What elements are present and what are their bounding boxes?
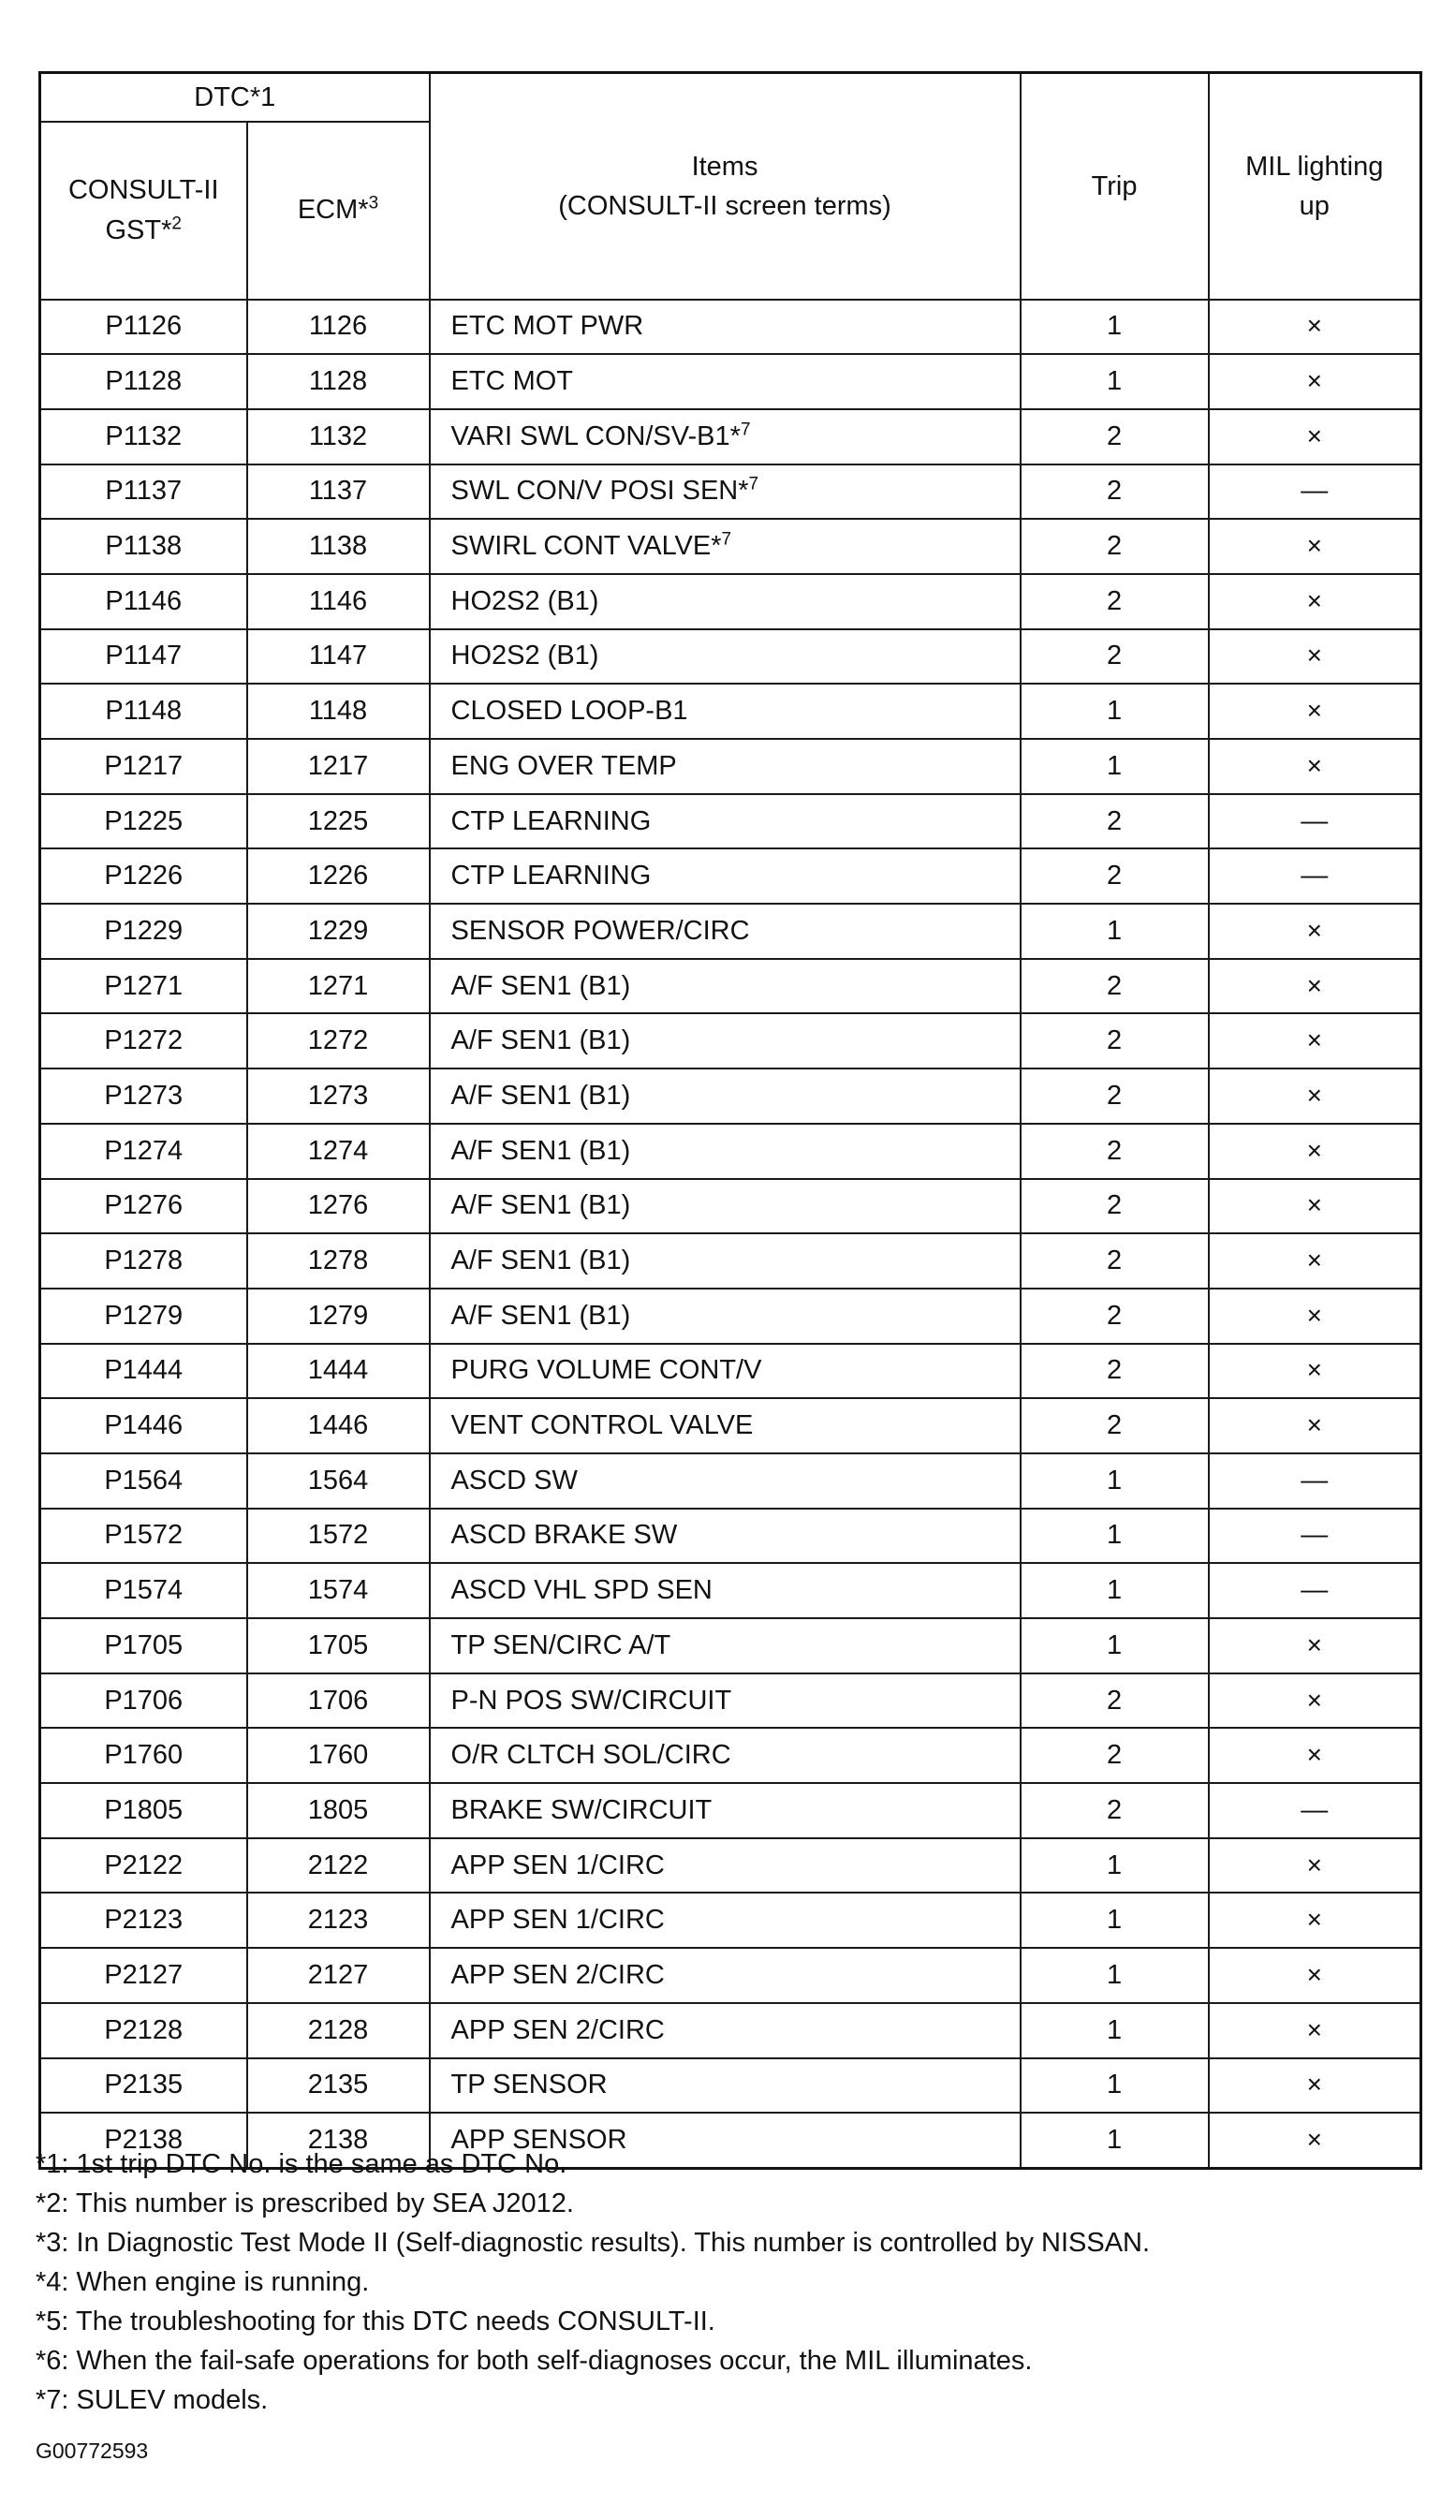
consult-code-cell: P1272 <box>40 1013 247 1068</box>
ecm-code-cell: 1137 <box>247 464 430 520</box>
item-cell <box>430 1783 1021 1838</box>
consult-code-cell: P1126 <box>40 300 247 355</box>
item-cell <box>430 1179 1021 1234</box>
trip-cell: 1 <box>1021 1948 1209 2003</box>
mil-cell <box>1209 1013 1421 1068</box>
table-row <box>40 1398 1421 1453</box>
consult-code-cell: P1444 <box>40 1344 247 1399</box>
item-text: ASCD VHL SPD SEN <box>450 1575 713 1606</box>
item-cell <box>430 848 1021 904</box>
dtc-table <box>38 71 1422 2170</box>
item-cell <box>430 1453 1021 1509</box>
item-cell <box>430 1948 1021 2003</box>
item-cell <box>430 794 1021 849</box>
mil-off-mark: — <box>1301 1575 1329 1606</box>
mil-off-mark: — <box>1301 805 1329 836</box>
trip-cell: 1 <box>1021 1509 1209 1564</box>
item-cell <box>430 574 1021 629</box>
ecm-code-cell: 1274 <box>247 1124 430 1179</box>
mil-cell <box>1209 574 1421 629</box>
table-row <box>40 409 1421 464</box>
trip-cell: 1 <box>1021 1893 1209 1948</box>
mil-off-mark: — <box>1301 861 1329 892</box>
ecm-code-cell: 1276 <box>247 1179 430 1234</box>
items-header-line1: Items <box>691 151 758 182</box>
consult-code-cell: P1146 <box>40 574 247 629</box>
item-text: SWL CON/V POSI SEN* <box>450 476 749 507</box>
trip-cell: 2 <box>1021 1398 1209 1453</box>
mil-off-mark: — <box>1301 476 1329 507</box>
item-text: SENSOR POWER/CIRC <box>450 915 750 946</box>
table-row <box>40 1509 1421 1564</box>
mil-cell <box>1209 1948 1421 2003</box>
item-text: A/F SEN1 (B1) <box>450 1080 631 1111</box>
mil-cell <box>1209 1124 1421 1179</box>
consult-code-cell: P1226 <box>40 848 247 904</box>
ecm-code-cell: 1446 <box>247 1398 430 1453</box>
trip-cell: 1 <box>1021 1838 1209 1894</box>
mil-cell <box>1209 739 1421 794</box>
ecm-code-cell: 2122 <box>247 1838 430 1894</box>
ecm-code-cell: 1564 <box>247 1453 430 1509</box>
consult-code-cell: P1705 <box>40 1618 247 1673</box>
table-row <box>40 739 1421 794</box>
mil-cell <box>1209 1179 1421 1234</box>
consult-code-cell: P1805 <box>40 1783 247 1838</box>
item-text: APP SEN 2/CIRC <box>450 2014 665 2045</box>
consult-code-cell: P1279 <box>40 1289 247 1344</box>
trip-cell: 1 <box>1021 2058 1209 2114</box>
mil-on-mark: × <box>1306 2125 1322 2155</box>
item-text: VARI SWL CON/SV-B1* <box>450 420 741 451</box>
consult-code-cell: P2122 <box>40 1838 247 1894</box>
consult-code-cell: P1147 <box>40 629 247 685</box>
ecm-code-cell: 1278 <box>247 1233 430 1289</box>
ecm-code-cell: 2128 <box>247 2003 430 2058</box>
mil-cell <box>1209 1728 1421 1783</box>
footnote: *4: When engine is running. <box>36 2267 370 2297</box>
mil-on-mark: × <box>1306 1080 1322 1110</box>
ecm-code-cell: 1229 <box>247 904 430 959</box>
mil-cell <box>1209 2058 1421 2114</box>
ecm-code-cell: 1147 <box>247 629 430 685</box>
ecm-code-cell: 2138 <box>247 2113 430 2168</box>
footnote: *3: In Diagnostic Test Mode II (Self-diagnostic results). This number is controlled by NISSAN. <box>36 2228 1151 2258</box>
consult-code-cell: P1274 <box>40 1124 247 1179</box>
mil-cell <box>1209 464 1421 520</box>
mil-off-mark: — <box>1301 1520 1329 1551</box>
item-text: ETC MOT <box>450 366 574 397</box>
ecm-code-cell: 1138 <box>247 519 430 574</box>
consult-code-cell: P1276 <box>40 1179 247 1234</box>
item-text: APP SENSOR <box>450 2125 627 2156</box>
item-cell <box>430 1838 1021 1894</box>
mil-cell <box>1209 1233 1421 1289</box>
consult-code-cell: P1572 <box>40 1509 247 1564</box>
mil-cell <box>1209 409 1421 464</box>
mil-on-mark: × <box>1306 1300 1322 1330</box>
consult-code-cell: P2128 <box>40 2003 247 2058</box>
mil-cell <box>1209 519 1421 574</box>
item-cell <box>430 959 1021 1014</box>
mil-on-mark: × <box>1306 1190 1322 1220</box>
footnote: *2: This number is prescribed by SEA J2012. <box>36 2188 574 2218</box>
item-cell <box>430 739 1021 794</box>
item-cell <box>430 1124 1021 1179</box>
mil-on-mark: × <box>1306 1355 1322 1385</box>
consult-code-cell: P1271 <box>40 959 247 1014</box>
trip-cell: 1 <box>1021 2113 1209 2168</box>
table-row <box>40 1013 1421 1068</box>
item-cell <box>430 409 1021 464</box>
item-cell <box>430 1618 1021 1673</box>
item-cell <box>430 1344 1021 1399</box>
mil-header-line2: up <box>1299 190 1330 221</box>
table-row <box>40 1948 1421 2003</box>
mil-cell <box>1209 848 1421 904</box>
trip-cell: 2 <box>1021 1124 1209 1179</box>
item-text: CTP LEARNING <box>450 861 652 892</box>
trip-cell: 2 <box>1021 574 1209 629</box>
mil-on-mark: × <box>1306 1740 1322 1770</box>
mil-on-mark: × <box>1306 585 1322 615</box>
table-row <box>40 794 1421 849</box>
ecm-code-cell: 1279 <box>247 1289 430 1344</box>
table-row <box>40 300 1421 355</box>
table-row <box>40 574 1421 629</box>
trip-cell: 2 <box>1021 1233 1209 1289</box>
table-row <box>40 684 1421 739</box>
trip-cell: 2 <box>1021 1068 1209 1124</box>
table-row <box>40 1124 1421 1179</box>
table-header <box>40 73 1421 300</box>
consult-code-cell: P1574 <box>40 1563 247 1618</box>
trip-cell: 2 <box>1021 464 1209 520</box>
footnote: *7: SULEV models. <box>36 2385 269 2415</box>
mil-on-mark: × <box>1306 1410 1322 1440</box>
item-cell <box>430 2003 1021 2058</box>
item-text: ETC MOT PWR <box>450 311 644 342</box>
trip-header: Trip <box>1021 73 1209 300</box>
mil-cell <box>1209 1289 1421 1344</box>
ecm-code-cell: 1273 <box>247 1068 430 1124</box>
table-row <box>40 2058 1421 2114</box>
mil-cell <box>1209 1893 1421 1948</box>
mil-on-mark: × <box>1306 1629 1322 1659</box>
mil-cell <box>1209 2003 1421 2058</box>
mil-on-mark: × <box>1306 420 1322 450</box>
ecm-code-cell: 1225 <box>247 794 430 849</box>
item-text: SWIRL CONT VALVE* <box>450 531 722 562</box>
trip-cell: 1 <box>1021 2003 1209 2058</box>
item-cell <box>430 300 1021 355</box>
trip-cell: 2 <box>1021 1673 1209 1729</box>
consult-code-cell: P2123 <box>40 1893 247 1948</box>
ecm-code-cell: 1126 <box>247 300 430 355</box>
mil-header-line1: MIL lighting <box>1245 151 1384 182</box>
consult-code-cell: P1760 <box>40 1728 247 1783</box>
ecm-code-cell: 1271 <box>247 959 430 1014</box>
item-cell <box>430 354 1021 409</box>
figure-id: G00772593 <box>36 2439 149 2463</box>
mil-cell <box>1209 904 1421 959</box>
mil-on-mark: × <box>1306 1959 1322 1989</box>
consult-gst-header <box>40 122 247 300</box>
trip-cell: 1 <box>1021 1453 1209 1509</box>
ecm-code-cell: 1226 <box>247 848 430 904</box>
item-cell <box>430 2058 1021 2114</box>
consult-header-line2: GST*$^2$ <box>105 213 182 245</box>
item-text: A/F SEN1 (B1) <box>450 1300 631 1331</box>
item-text: A/F SEN1 (B1) <box>450 1190 631 1221</box>
mil-on-mark: × <box>1306 1685 1322 1715</box>
footnote: *6: When the fail-safe operations for both self-diagnoses occur, the MIL illuminates. <box>36 2346 1033 2376</box>
ecm-code-cell: 1217 <box>247 739 430 794</box>
mil-cell <box>1209 1398 1421 1453</box>
ecm-code-cell: 1148 <box>247 684 430 739</box>
table-row <box>40 1068 1421 1124</box>
ecm-code-cell: 1272 <box>247 1013 430 1068</box>
table-row <box>40 1673 1421 1729</box>
trip-cell: 1 <box>1021 739 1209 794</box>
mil-on-mark: × <box>1306 311 1322 341</box>
item-cell <box>430 464 1021 520</box>
items-header <box>430 73 1021 300</box>
table-row <box>40 629 1421 685</box>
dtc-group-header: DTC*1 <box>40 73 430 122</box>
mil-off-mark: — <box>1301 1465 1329 1496</box>
table-row <box>40 1838 1421 1894</box>
trip-cell: 1 <box>1021 904 1209 959</box>
mil-cell <box>1209 684 1421 739</box>
mil-on-mark: × <box>1306 915 1322 945</box>
ecm-code-cell: 1146 <box>247 574 430 629</box>
mil-cell <box>1209 1068 1421 1124</box>
mil-on-mark: × <box>1306 970 1322 1000</box>
item-text: A/F SEN1 (B1) <box>450 1135 631 1166</box>
item-text: HO2S2 (B1) <box>450 585 599 616</box>
consult-code-cell: P1225 <box>40 794 247 849</box>
table-row <box>40 848 1421 904</box>
item-text: APP SEN 2/CIRC <box>450 1959 665 1990</box>
mil-on-mark: × <box>1306 641 1322 671</box>
table-body <box>40 300 1421 2169</box>
ecm-code-cell: 1132 <box>247 409 430 464</box>
ecm-header: ECM*$^3$ <box>247 122 430 300</box>
item-text: APP SEN 1/CIRC <box>450 1905 665 1936</box>
mil-cell <box>1209 794 1421 849</box>
item-footnote-ref: 7 <box>748 474 759 494</box>
mil-on-mark: × <box>1306 696 1322 726</box>
item-text: PURG VOLUME CONT/V <box>450 1355 762 1386</box>
mil-cell <box>1209 1673 1421 1729</box>
trip-cell: 1 <box>1021 684 1209 739</box>
trip-cell: 1 <box>1021 1563 1209 1618</box>
item-cell <box>430 904 1021 959</box>
mil-on-mark: × <box>1306 2070 1322 2100</box>
table-row <box>40 904 1421 959</box>
table-row <box>40 2003 1421 2058</box>
consult-code-cell: P2138 <box>40 2113 247 2168</box>
ecm-code-cell: 1805 <box>247 1783 430 1838</box>
ecm-code-cell: 1705 <box>247 1618 430 1673</box>
table-row <box>40 1893 1421 1948</box>
mil-on-mark: × <box>1306 531 1322 561</box>
ecm-code-cell: 1572 <box>247 1509 430 1564</box>
item-cell <box>430 1728 1021 1783</box>
consult-code-cell: P1706 <box>40 1673 247 1729</box>
mil-cell <box>1209 300 1421 355</box>
item-cell <box>430 1068 1021 1124</box>
consult-code-cell: P1148 <box>40 684 247 739</box>
ecm-code-cell: 1444 <box>247 1344 430 1399</box>
item-cell <box>430 1013 1021 1068</box>
consult-header-line1: CONSULT-II <box>67 175 219 206</box>
mil-on-mark: × <box>1306 750 1322 780</box>
item-cell <box>430 1233 1021 1289</box>
item-text: A/F SEN1 (B1) <box>450 1025 631 1056</box>
trip-cell: 2 <box>1021 1728 1209 1783</box>
table-row <box>40 1563 1421 1618</box>
item-text: ASCD BRAKE SW <box>450 1520 678 1551</box>
mil-on-mark: × <box>1306 1245 1322 1275</box>
item-cell <box>430 1398 1021 1453</box>
item-cell <box>430 1509 1021 1564</box>
mil-cell <box>1209 354 1421 409</box>
ecm-code-cell: 2127 <box>247 1948 430 2003</box>
mil-cell <box>1209 629 1421 685</box>
consult-code-cell: P1446 <box>40 1398 247 1453</box>
table-row <box>40 519 1421 574</box>
item-text: APP SEN 1/CIRC <box>450 1849 665 1880</box>
mil-on-mark: × <box>1306 2014 1322 2044</box>
footnote: *1: 1st trip DTC No. is the same as DTC No. <box>36 2149 567 2179</box>
mil-on-mark: × <box>1306 1905 1322 1935</box>
item-text: CLOSED LOOP-B1 <box>450 696 688 727</box>
ecm-code-cell: 2135 <box>247 2058 430 2114</box>
table-row <box>40 1344 1421 1399</box>
table-row <box>40 1618 1421 1673</box>
table-row <box>40 1289 1421 1344</box>
mil-on-mark: × <box>1306 366 1322 396</box>
item-cell <box>430 629 1021 685</box>
trip-cell: 2 <box>1021 519 1209 574</box>
item-text: VENT CONTROL VALVE <box>450 1410 754 1441</box>
ecm-code-cell: 1760 <box>247 1728 430 1783</box>
item-text: A/F SEN1 (B1) <box>450 970 631 1001</box>
mil-on-mark: × <box>1306 1849 1322 1879</box>
mil-off-mark: — <box>1301 1794 1329 1825</box>
consult-code-cell: P1564 <box>40 1453 247 1509</box>
mil-cell <box>1209 1618 1421 1673</box>
item-cell <box>430 684 1021 739</box>
item-text: HO2S2 (B1) <box>450 641 599 671</box>
trip-cell: 2 <box>1021 1344 1209 1399</box>
consult-code-cell: P1137 <box>40 464 247 520</box>
consult-code-cell: P1128 <box>40 354 247 409</box>
trip-cell: 2 <box>1021 1289 1209 1344</box>
mil-cell <box>1209 1563 1421 1618</box>
table-row <box>40 1783 1421 1838</box>
consult-code-cell: P1229 <box>40 904 247 959</box>
mil-cell <box>1209 1453 1421 1509</box>
table-row <box>40 354 1421 409</box>
trip-cell: 2 <box>1021 794 1209 849</box>
item-text: ENG OVER TEMP <box>450 750 677 781</box>
trip-cell: 2 <box>1021 1783 1209 1838</box>
table-row <box>40 1728 1421 1783</box>
mil-on-mark: × <box>1306 1025 1322 1055</box>
trip-cell: 2 <box>1021 1179 1209 1234</box>
item-text: A/F SEN1 (B1) <box>450 1245 631 1276</box>
table-row <box>40 959 1421 1014</box>
item-cell <box>430 1289 1021 1344</box>
item-text: ASCD SW <box>450 1465 578 1496</box>
table-row <box>40 464 1421 520</box>
items-header-line2: (CONSULT-II screen terms) <box>558 190 891 221</box>
item-text: TP SEN/CIRC A/T <box>450 1629 671 1660</box>
table-row <box>40 1233 1421 1289</box>
item-footnote-ref: 7 <box>740 420 751 440</box>
item-cell <box>430 1673 1021 1729</box>
consult-code-cell: P2127 <box>40 1948 247 2003</box>
item-cell <box>430 1563 1021 1618</box>
mil-cell <box>1209 1783 1421 1838</box>
consult-code-cell: P1278 <box>40 1233 247 1289</box>
mil-cell <box>1209 959 1421 1014</box>
item-text: O/R CLTCH SOL/CIRC <box>450 1740 731 1771</box>
item-text: P-N POS SW/CIRCUIT <box>450 1685 732 1716</box>
ecm-code-cell: 1706 <box>247 1673 430 1729</box>
ecm-code-cell: 1128 <box>247 354 430 409</box>
trip-cell: 2 <box>1021 848 1209 904</box>
table-row <box>40 1179 1421 1234</box>
item-text: TP SENSOR <box>450 2070 608 2100</box>
consult-code-cell: P1138 <box>40 519 247 574</box>
mil-header <box>1209 73 1421 300</box>
ecm-code-cell: 2123 <box>247 1893 430 1948</box>
item-text: CTP LEARNING <box>450 805 652 836</box>
mil-cell <box>1209 1344 1421 1399</box>
consult-code-cell: P1217 <box>40 739 247 794</box>
trip-cell: 2 <box>1021 1013 1209 1068</box>
trip-cell: 1 <box>1021 300 1209 355</box>
footnote: *5: The troubleshooting for this DTC needs CONSULT-II. <box>36 2306 715 2336</box>
table-row <box>40 1453 1421 1509</box>
mil-cell <box>1209 1838 1421 1894</box>
item-text: BRAKE SW/CIRCUIT <box>450 1794 713 1825</box>
item-cell <box>430 1893 1021 1948</box>
item-footnote-ref: 7 <box>721 529 732 550</box>
mil-on-mark: × <box>1306 1135 1322 1165</box>
ecm-code-cell: 1574 <box>247 1563 430 1618</box>
consult-code-cell: P1132 <box>40 409 247 464</box>
trip-cell: 1 <box>1021 1618 1209 1673</box>
footnotes <box>36 2144 1421 2420</box>
trip-cell: 2 <box>1021 629 1209 685</box>
trip-cell: 1 <box>1021 354 1209 409</box>
consult-code-cell: P1273 <box>40 1068 247 1124</box>
trip-cell: 2 <box>1021 409 1209 464</box>
mil-cell <box>1209 1509 1421 1564</box>
consult-code-cell: P2135 <box>40 2058 247 2114</box>
item-cell <box>430 519 1021 574</box>
trip-cell: 2 <box>1021 959 1209 1014</box>
